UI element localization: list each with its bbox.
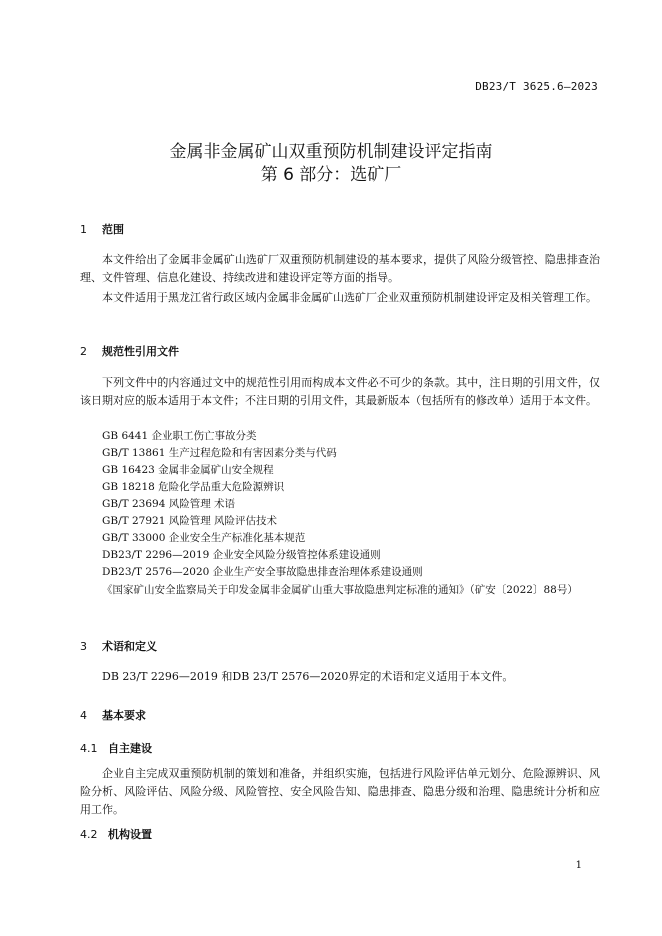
section-1-heading (80, 221, 124, 237)
reference-item: DB23/T 2296—2019 企业安全风险分级管控体系建设通则 (102, 549, 381, 561)
reference-item: GB 16423 金属非金属矿山安全规程 (102, 464, 274, 476)
section-4-heading (80, 707, 146, 723)
section-number: 4 (80, 709, 87, 722)
section-3-paragraph-1: DB 23/T 2296—2019 和DB 23/T 2576—2020界定的术语和定义适用于本文件。 (102, 670, 514, 683)
section-number: 2 (80, 345, 87, 358)
section-2-paragraph-1: 下列文件中的内容通过文中的规范性引用而构成本文件必不可少的条款。其中，注日期的引用文件，仅该日期对应的版本适用于本文件；不注日期的引用文件，其最新版本（包括所有的修改单）适用于本文件。 (80, 376, 600, 407)
section-title: 范围 (102, 223, 124, 236)
section-4-1-heading (80, 740, 152, 756)
section-title: 基本要求 (102, 709, 146, 722)
section-3-heading (80, 638, 157, 654)
page-number: 1 (575, 860, 582, 871)
section-2-heading (80, 343, 179, 359)
reference-item-long: 《国家矿山安全监察局关于印发金属非金属矿山重大事故隐患判定标准的通知》（矿安〔2022〕88号） (102, 584, 578, 596)
reference-item: DB23/T 2576—2020 企业生产安全事故隐患排查治理体系建设通则 (102, 566, 423, 578)
section-1-paragraph-1: 本文件给出了金属非金属矿山选矿厂双重预防机制建设的基本要求，提供了风险分级管控、隐患排查治理、文件管理、信息化建设、持续改进和建设评定等方面的指导。 (80, 253, 600, 284)
section-1-paragraph-2: 本文件适用于黑龙江省行政区域内金属非金属矿山选矿厂企业双重预防机制建设评定及相关管理工作。 (102, 291, 597, 304)
section-number: 3 (80, 640, 87, 653)
reference-item: GB/T 27921 风险管理 风险评估技术 (102, 515, 278, 527)
section-title: 规范性引用文件 (102, 345, 179, 358)
reference-item: GB/T 13861 生产过程危险和有害因素分类与代码 (102, 447, 337, 459)
section-title: 术语和定义 (102, 640, 157, 653)
reference-item: GB/T 23694 风险管理 术语 (102, 498, 236, 510)
document-code: DB23/T 3625.6—2023 (475, 80, 598, 93)
document-title: 金属非金属矿山双重预防机制建设评定指南 (169, 142, 493, 162)
section-number: 4.1 (80, 742, 98, 755)
document-subtitle: 第 6 部分：选矿厂 (260, 165, 402, 185)
reference-item: GB 18218 危险化学品重大危险源辨识 (102, 481, 285, 493)
section-title: 自主建设 (108, 742, 152, 755)
section-number: 1 (80, 223, 87, 236)
section-title: 机构设置 (108, 828, 152, 841)
reference-item: GB 6441 企业职工伤亡事故分类 (102, 430, 257, 442)
section-4-1-paragraph-1: 企业自主完成双重预防机制的策划和准备，并组织实施，包括进行风险评估单元划分、危险源辨识、风险分析、风险评估、风险分级、风险管控、安全风险告知、隐患排查、隐患分级和治理、隐患统计分析和应用工作。 (80, 767, 600, 816)
reference-item: GB/T 33000 企业安全生产标准化基本规范 (102, 532, 306, 544)
section-4-2-heading (80, 826, 152, 842)
section-number: 4.2 (80, 828, 98, 841)
